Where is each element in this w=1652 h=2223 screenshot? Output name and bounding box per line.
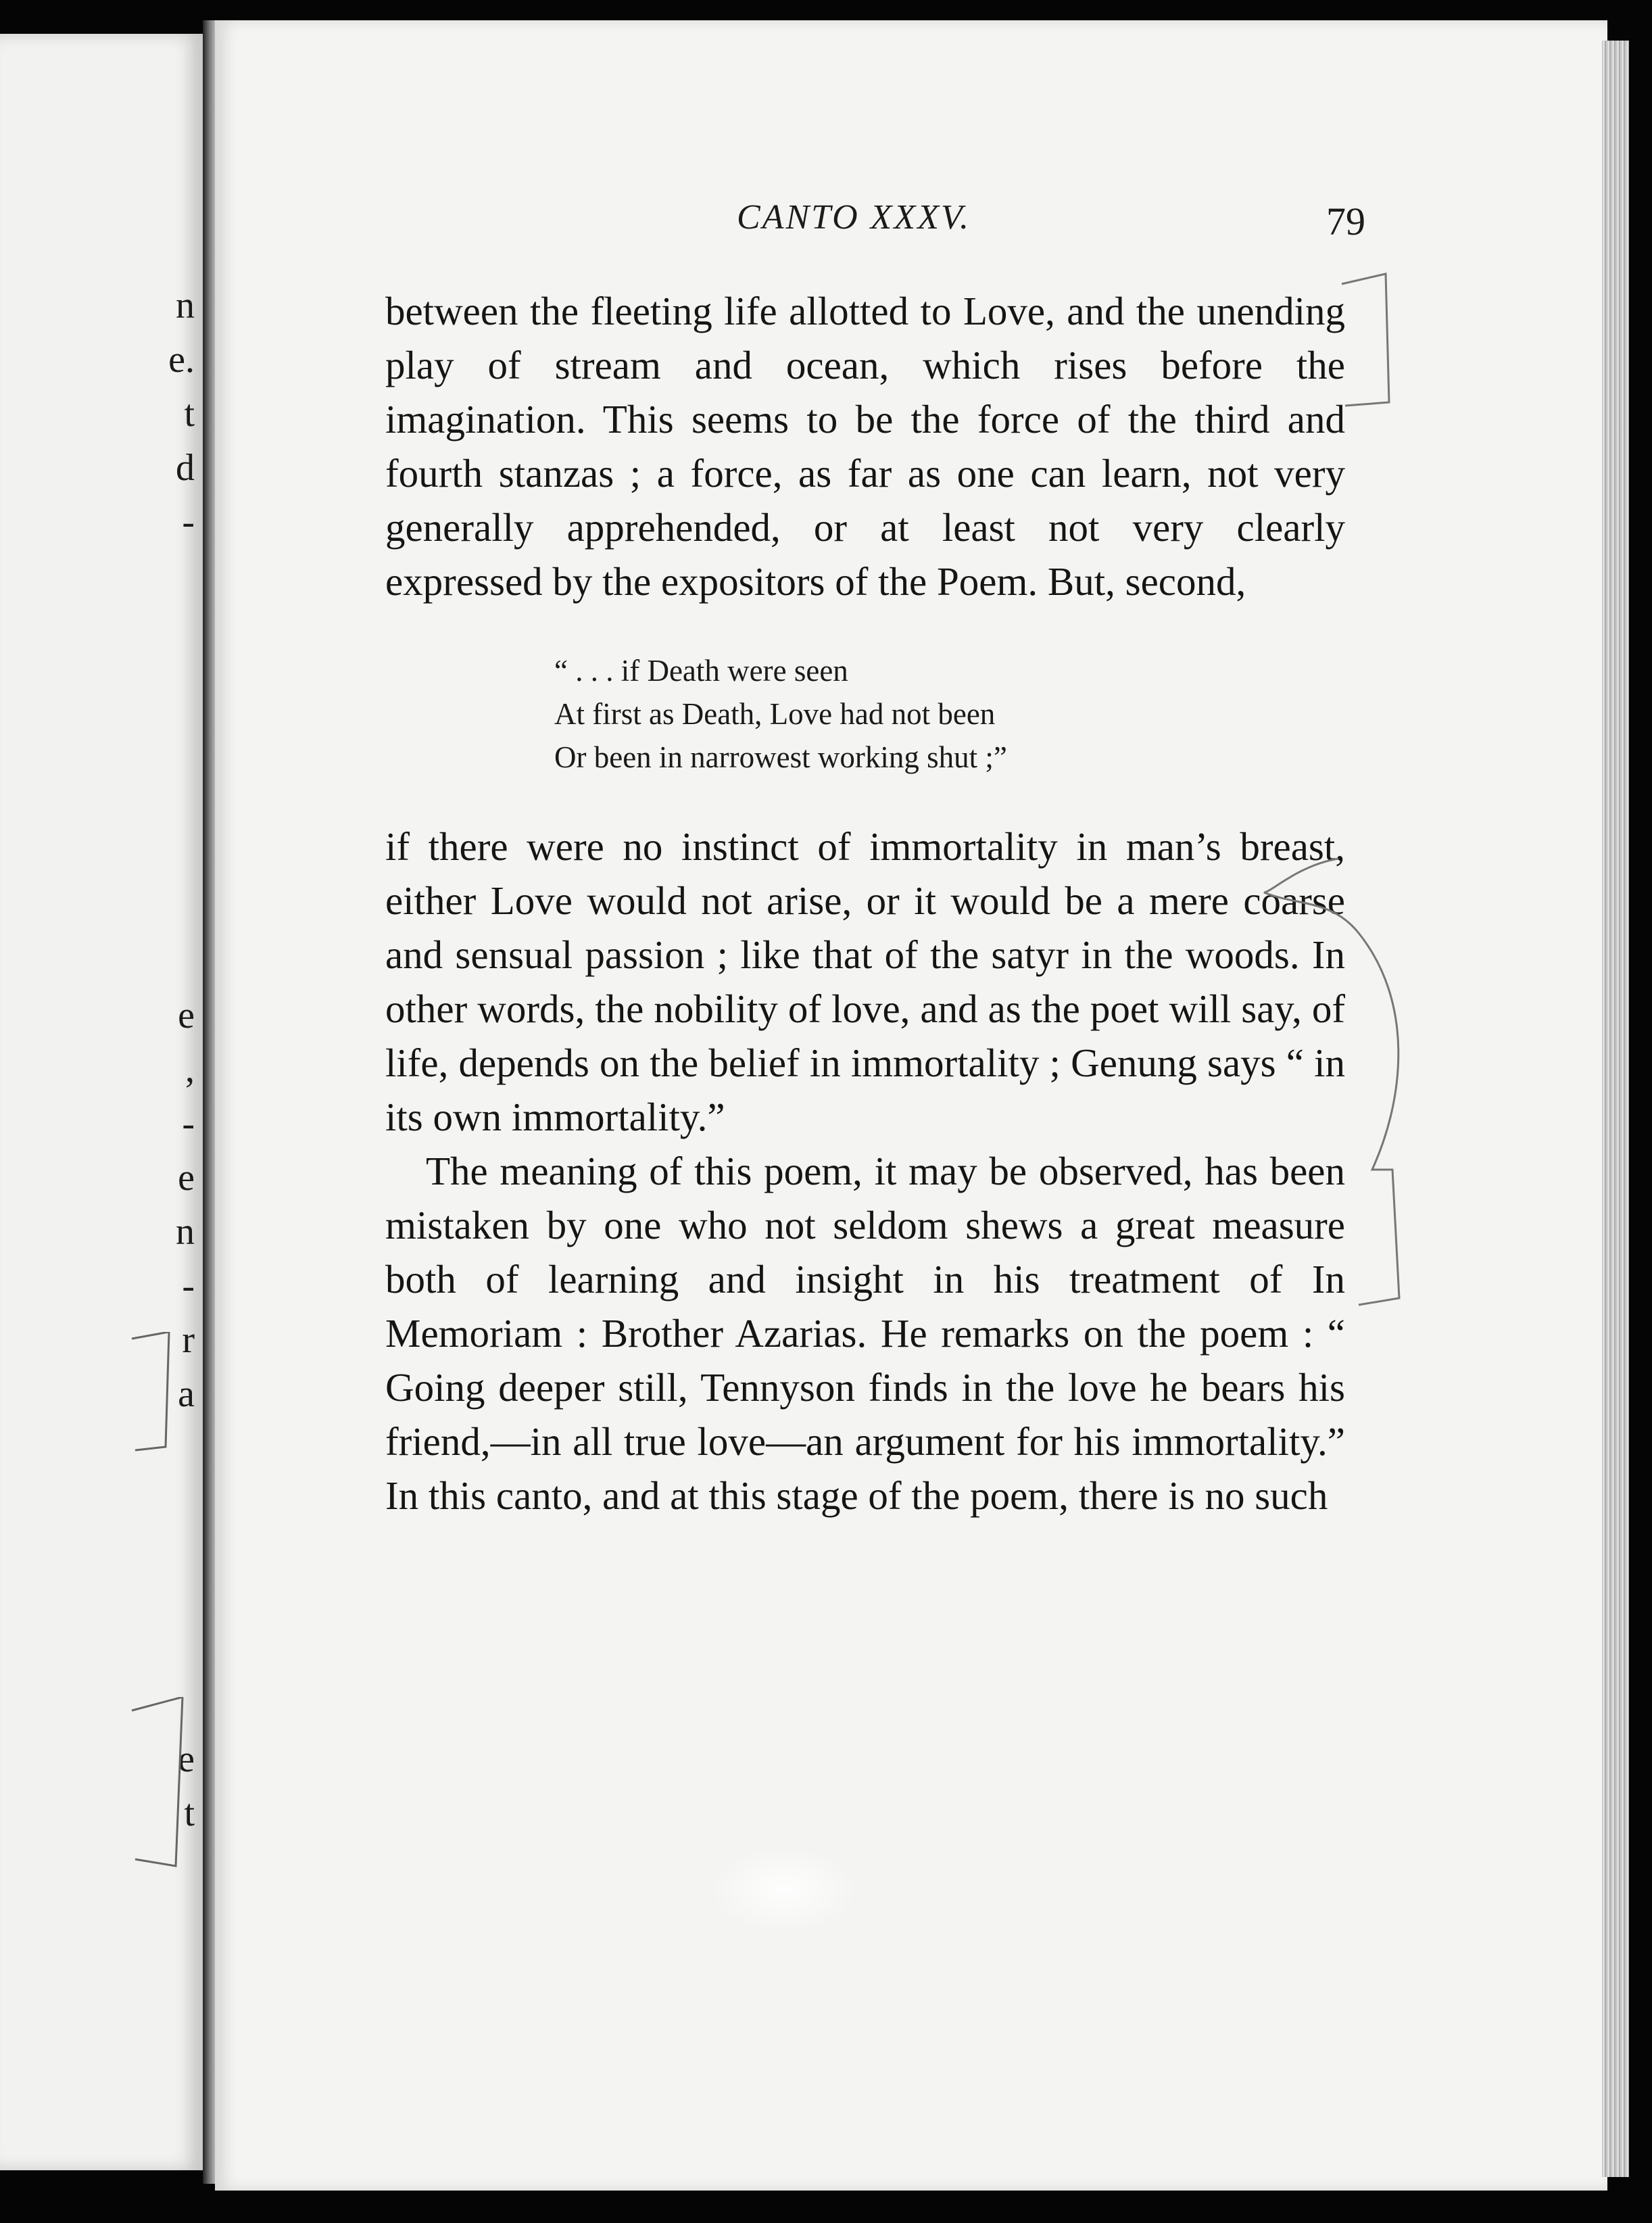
page-header bbox=[514, 197, 1365, 258]
left-fragment: r bbox=[182, 1319, 195, 1361]
quote-line-2: At first as Death, Love had not been bbox=[554, 697, 996, 731]
left-fragment: a bbox=[178, 1373, 195, 1415]
left-fragment: e bbox=[178, 1738, 195, 1780]
quote-line-3: Or been in narrowest working shut ;” bbox=[554, 740, 1007, 774]
left-fragment: d bbox=[176, 447, 195, 489]
page-edges bbox=[1602, 41, 1629, 2177]
left-fragment: - bbox=[182, 501, 195, 543]
left-fragment: t bbox=[184, 1792, 195, 1834]
running-head: CANTO XXXV. bbox=[737, 198, 971, 237]
paragraph-3: The meaning of this poem, it may be observed, has been mistaken by one who not seldom shews a great measure both of learning and insight in his treatment of In Memoriam : Brother Azarias. He remarks on the poem : “ Going deeper still, Tennyson finds in the love he bears his friend,—in all true love—an argument for his immortality.” In this canto, and at this stage of the poem, there is no such bbox=[385, 1149, 1345, 1518]
quote-line-1: “ . . . if Death were seen bbox=[554, 654, 848, 688]
verse-quotation bbox=[554, 649, 1345, 779]
left-fragment: e. bbox=[168, 339, 195, 381]
left-fragment: e bbox=[178, 1157, 195, 1199]
paragraph-2: if there were no instinct of immortality in man’s breast, either Love would not arise, or it would be a mere coarse and sensual passion ; like that of the satyr in the woods. In other words, the nobility of love, and as the poet will say, of life, depends on the belief in immortality ; Genung says “ in its own immortality.” bbox=[385, 824, 1345, 1139]
left-fragment: e bbox=[178, 995, 195, 1036]
left-facing-page bbox=[0, 34, 203, 2170]
left-fragment: , bbox=[185, 1049, 195, 1091]
body-text bbox=[385, 284, 1345, 1523]
left-pencil-bracket-lower bbox=[128, 1697, 203, 1873]
paragraph-1: between the fleeting life allotted to Love, and the unending play of stream and ocean, which rises before the imagination. This seems to be the force of the third and fourth stanzas ; a force, as far as one can learn, not very generally apprehended, or at least not very clearly expressed by the expositors of the Poem. But, second, bbox=[385, 289, 1345, 604]
left-fragment: - bbox=[182, 1265, 195, 1307]
left-fragment: t bbox=[184, 393, 195, 435]
left-fragment: n bbox=[176, 1211, 195, 1253]
paper-smudge bbox=[710, 1846, 858, 1934]
left-fragment: - bbox=[182, 1103, 195, 1145]
left-fragment: n bbox=[176, 285, 195, 327]
page-number: 79 bbox=[1326, 199, 1365, 243]
